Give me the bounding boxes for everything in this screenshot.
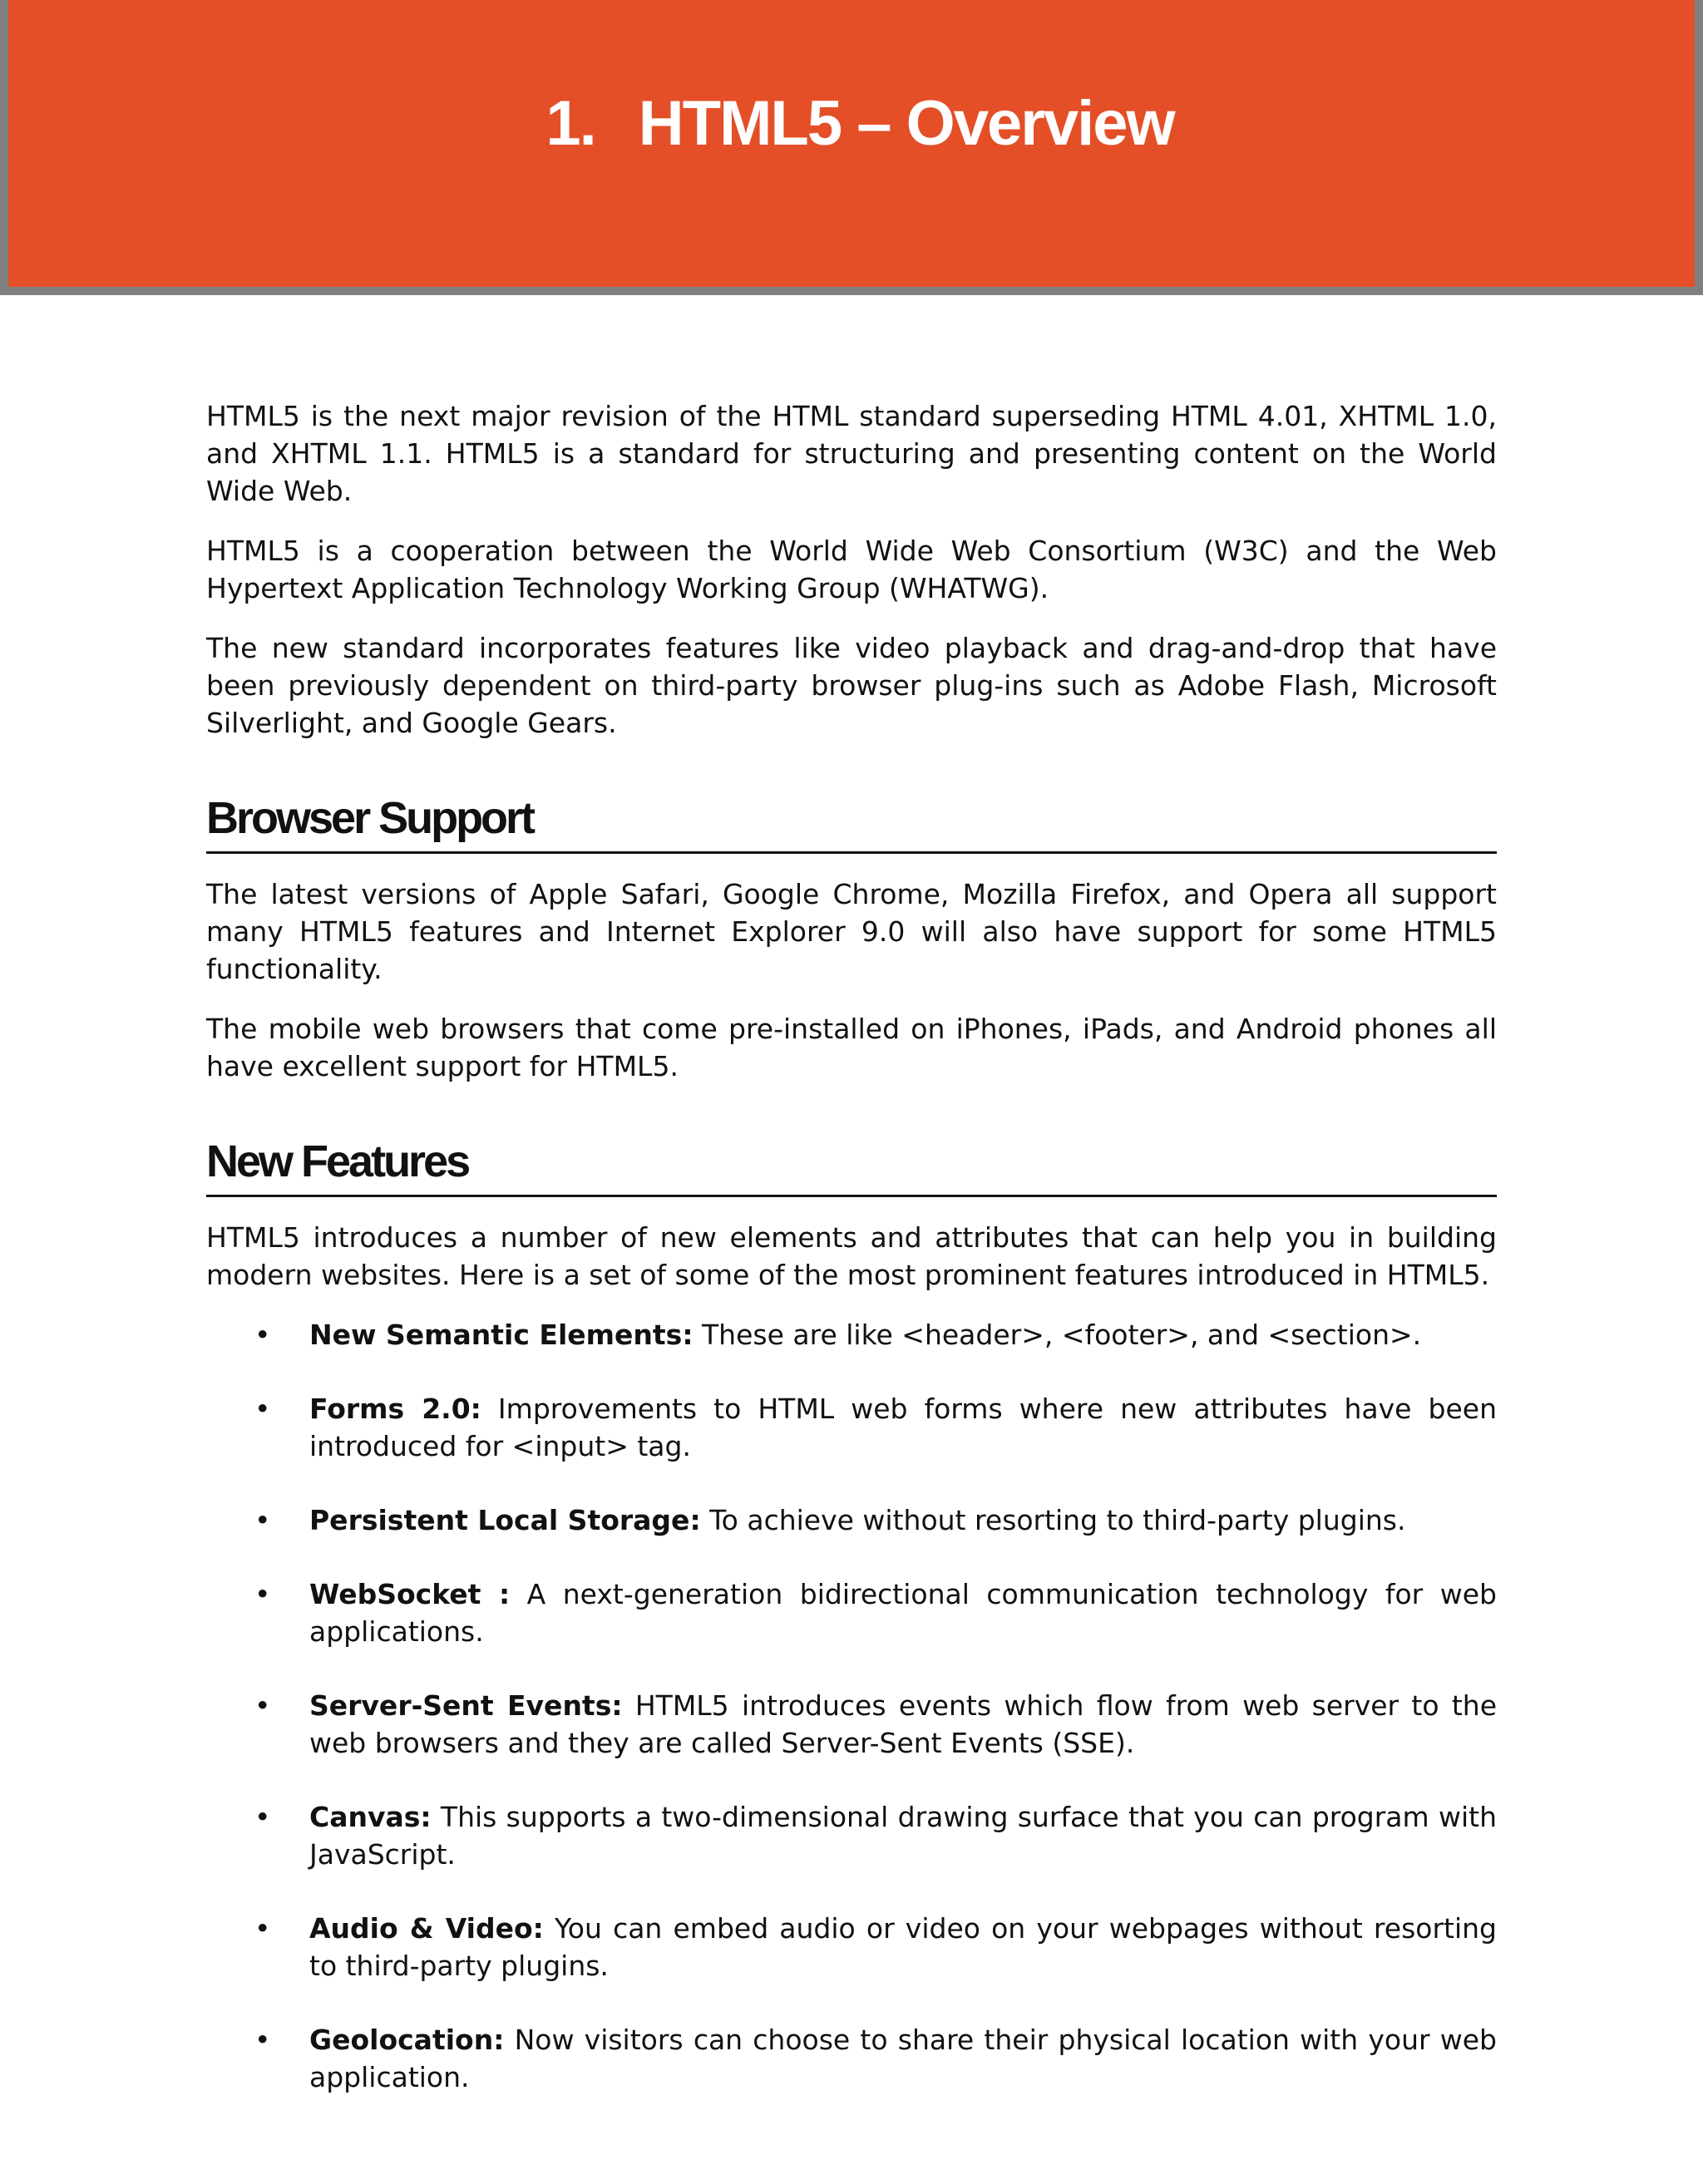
feature-description: You can embed audio or video on your webpages without resorting to third-party plugins. xyxy=(309,1912,1497,1982)
bullet-icon: • xyxy=(254,1393,271,1425)
list-item xyxy=(206,2021,1497,2096)
bullet-icon: • xyxy=(254,1578,271,1610)
feature-description: Improvements to HTML web forms where new attributes have been introduced for <input> tag. xyxy=(309,1393,1498,1462)
browser-support-paragraph-1: The latest versions of Apple Safari, Google Chrome, Mozilla Firefox, and Opera all support many HTML5 features and Internet Explorer 9.0 will also have support for some HTML5 functionality. xyxy=(206,878,1497,985)
feature-description: Now visitors can choose to share their physical location with your web application. xyxy=(309,2024,1497,2093)
intro-paragraph-1: HTML5 is the next major revision of the HTML standard superseding HTML 4.01, XHTML 1.0, and XHTML 1.1. HTML5 is a standard for structuring and presenting content on the World Wide Web. xyxy=(206,400,1497,507)
intro-paragraph-3: The new standard incorporates features like video playback and drag-and-drop that have been previously dependent on third-party browser plug-ins such as Adobe Flash, Microsoft Silverlight, and Google Gears. xyxy=(206,632,1497,739)
chapter-title-text: HTML5 – Overview xyxy=(638,88,1174,159)
chapter-header-band xyxy=(0,0,1703,295)
intro-paragraph-2: HTML5 is a cooperation between the World Wide Web Consortium (W3C) and the Web Hypertext Application Technology Working Group (WHATWG). xyxy=(206,535,1497,604)
browser-support-paragraph-2: The mobile web browsers that come pre-installed on iPhones, iPads, and Android phones all have excellent support for HTML5. xyxy=(206,1013,1497,1082)
feature-term: Server-Sent Events: xyxy=(309,1689,623,1722)
list-item xyxy=(206,1798,1497,1873)
feature-description: To achieve without resorting to third-party plugins. xyxy=(700,1504,1406,1536)
features-list xyxy=(206,1316,1497,2096)
feature-term: Forms 2.0: xyxy=(309,1393,481,1425)
feature-term: WebSocket : xyxy=(309,1578,511,1610)
list-item xyxy=(206,1910,1497,1984)
feature-description: These are like <header>, <footer>, and <section>. xyxy=(693,1319,1422,1351)
feature-term: New Semantic Elements: xyxy=(309,1319,694,1351)
feature-description: HTML5 introduces events which flow from web server to the web browsers and they are called Server-Sent Events (SSE). xyxy=(309,1689,1497,1759)
bullet-icon: • xyxy=(254,1689,271,1722)
feature-term: Geolocation: xyxy=(309,2024,505,2056)
bullet-icon: • xyxy=(254,1504,271,1536)
list-item xyxy=(206,1575,1497,1650)
page-content xyxy=(206,397,1497,2132)
feature-term: Audio & Video: xyxy=(309,1912,544,1945)
feature-description: A next-generation bidirectional communication technology for web applications. xyxy=(309,1578,1497,1648)
bullet-icon: • xyxy=(254,1801,271,1833)
new-features-intro: HTML5 introduces a number of new elements and attributes that can help you in building modern websites. Here is a set of some of the most prominent features introduced in HTML5. xyxy=(206,1221,1497,1291)
bullet-icon: • xyxy=(254,1319,271,1351)
bullet-icon: • xyxy=(254,1912,271,1945)
list-item xyxy=(206,1501,1497,1539)
list-item xyxy=(206,1390,1497,1465)
section-heading-browser-support: Browser Support xyxy=(206,791,1497,854)
bullet-icon: • xyxy=(254,2024,271,2056)
feature-description: This supports a two-dimensional drawing surface that you can program with JavaScript. xyxy=(309,1801,1497,1871)
list-item xyxy=(206,1316,1497,1353)
section-heading-new-features: New Features xyxy=(206,1135,1497,1197)
feature-term: Canvas: xyxy=(309,1801,432,1833)
chapter-title xyxy=(8,87,1703,160)
chapter-number: 1. xyxy=(545,88,595,159)
list-item xyxy=(206,1687,1497,1762)
feature-term: Persistent Local Storage: xyxy=(309,1504,701,1536)
